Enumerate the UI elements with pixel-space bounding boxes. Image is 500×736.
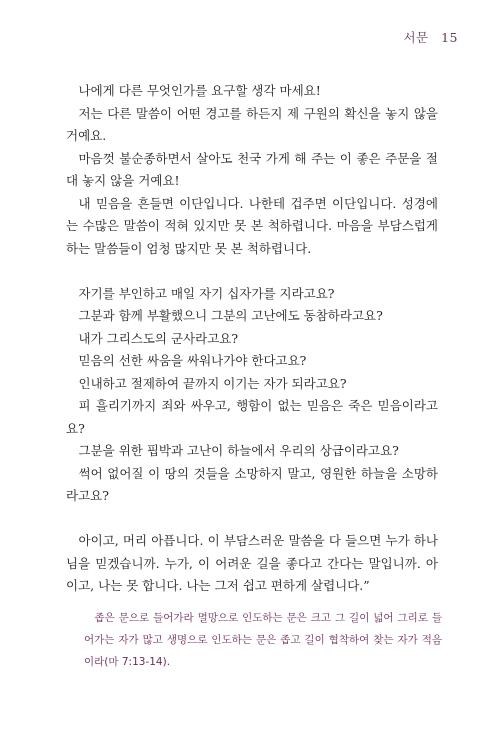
running-header [403, 28, 458, 46]
paragraph: 아이고, 머리 아픕니다. 이 부담스러운 말씀을 다 들으면 누가 하나님을 믿겠습니까. 누가, 이 어려운 길을 좋다고 간다는 말입니까. 아이고, 나는 못 합니다. 나는 그저 쉽고 편하게 살렵니다.” [66, 533, 438, 593]
paragraph-gap [66, 508, 438, 531]
main-text [66, 80, 438, 598]
scripture-quote: 좁은 문으로 들어가라 멸망으로 인도하는 문은 크고 그 길이 넓어 그리로 들어가는 자가 많고 생명으로 인도하는 문은 좁고 길이 협착하여 찾는 자가 적음이라(마 7:13-14). [84, 612, 442, 668]
paragraph: 내 믿음을 흔들면 이단입니다. 나한테 겁주면 이단입니다. 성경에는 수많은 말씀이 적혀 있지만 못 본 척하렵니다. 마음을 부담스럽게 하는 말씀들이 엄청 많지만 못 본 척하렵니다. [66, 195, 438, 256]
paragraph: 내가 그리스도의 군사라고요? [78, 330, 239, 346]
paragraph: 마음껏 불순종하면서 살아도 천국 가게 해 주는 이 좋은 주문을 절대 놓지 않을 거예요! [66, 150, 438, 188]
paragraph: 피 흘리기까지 죄와 싸우고, 행함이 없는 믿음은 죽은 믿음이라고요? [66, 398, 438, 436]
paragraph: 그분을 위한 핍박과 고난이 하늘에서 우리의 상급이라고요? [78, 443, 399, 458]
paragraph: 믿음의 선한 싸움을 싸워나가야 한다고요? [78, 353, 307, 368]
paragraph: 그분과 함께 부활했으니 그분의 고난에도 동참하라고요? [78, 308, 383, 323]
paragraph: 인내하고 절제하여 끝까지 이기는 자가 되라고요? [78, 375, 347, 391]
paragraph: 저는 다른 말씀이 어떤 경고를 하든지 제 구원의 확신을 놓지 않을 거예요. [66, 105, 438, 143]
section-title: 서문 [403, 30, 429, 45]
paragraph-gap [66, 260, 438, 283]
paragraph: 자기를 부인하고 매일 자기 십자가를 지라고요? [78, 285, 335, 301]
page-number: 15 [441, 30, 458, 45]
paragraph: 나에게 다른 무엇인가를 요구할 생각 마세요! [78, 83, 321, 98]
paragraph: 썩어 없어질 이 땅의 것들을 소망하지 말고, 영원한 하늘을 소망하라고요? [66, 465, 438, 503]
